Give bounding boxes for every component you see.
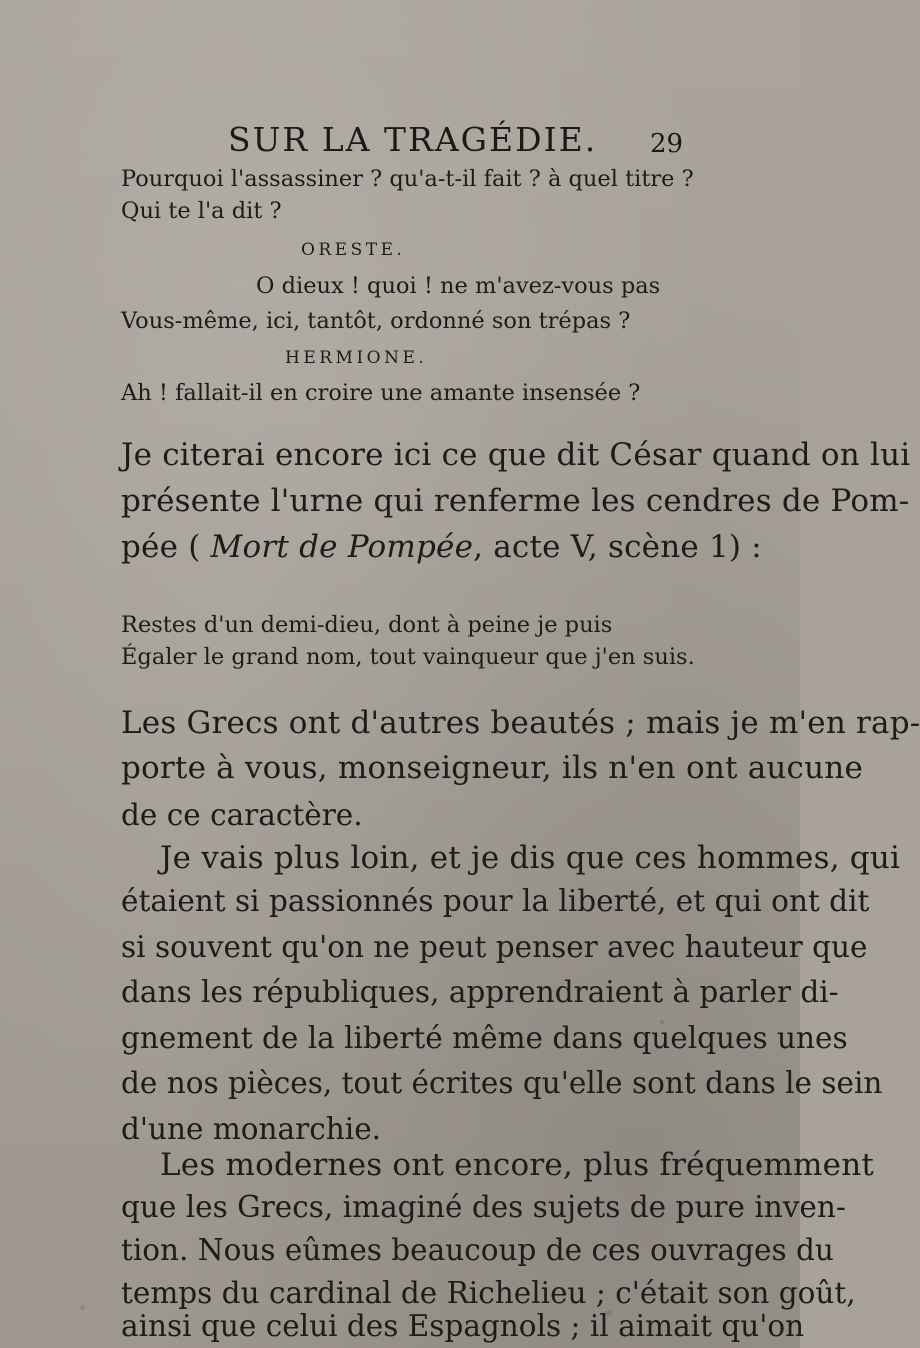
prose-line-with-citation	[121, 529, 762, 565]
verse-line: Qui te l'a dit ?	[121, 198, 282, 224]
verse-line: Pourquoi l'assassiner ? qu'a-t-il fait ? à quel titre ?	[121, 166, 694, 192]
quote-line: Égaler le grand nom, tout vainqueur que j'en suis.	[121, 644, 695, 670]
quote-line: Restes d'un demi-dieu, dont à peine je puis	[121, 612, 613, 638]
prose-line: ainsi que celui des Espagnols ; il aimait qu'on	[121, 1309, 805, 1343]
prose-line: d'une monarchie.	[121, 1112, 382, 1146]
verse-line: Ah ! fallait-il en croire une amante insensée ?	[121, 380, 641, 406]
prose-line: si souvent qu'on ne peut penser avec hauteur que	[121, 930, 868, 964]
prose-line: porte à vous, monseigneur, ils n'en ont aucune	[121, 750, 863, 786]
paper-spot	[660, 1020, 664, 1024]
prose-line: de ce caractère.	[121, 798, 363, 832]
prose-line: gnement de la liberté même dans quelques unes	[121, 1021, 848, 1055]
verse-line: O dieux ! quoi ! ne m'avez-vous pas	[256, 273, 661, 299]
prose-line: que les Grecs, imaginé des sujets de pure inven-	[121, 1190, 846, 1224]
prose-line: Les Grecs ont d'autres beautés ; mais je m'en rap-	[121, 705, 920, 741]
speaker-name-oreste: ORESTE.	[301, 240, 406, 260]
page-number: 29	[650, 129, 684, 159]
prose-line: Je vais plus loin, et je dis que ces hommes, qui	[160, 840, 901, 876]
prose-line: temps du cardinal de Richelieu ; c'était son goût,	[121, 1276, 856, 1310]
prose-line: présente l'urne qui renferme les cendres de Pom-	[121, 483, 910, 519]
prose-text: pée (	[121, 529, 211, 565]
prose-line: de nos pièces, tout écrites qu'elle sont dans le sein	[121, 1066, 883, 1100]
verse-line: Vous-même, ici, tantôt, ordonné son trépas ?	[121, 308, 631, 334]
prose-line: Les modernes ont encore, plus fréquemment	[160, 1147, 875, 1183]
prose-line: dans les républiques, apprendraient à parler di-	[121, 975, 839, 1009]
prose-line: tion. Nous eûmes beaucoup de ces ouvrages du	[121, 1233, 834, 1267]
play-title: Mort de Pompée	[210, 529, 474, 565]
prose-text: , acte V, scène 1) :	[473, 529, 762, 565]
prose-line: étaient si passionnés pour la liberté, et qui ont dit	[121, 884, 870, 918]
speaker-name-hermione: HERMIONE.	[285, 348, 428, 368]
running-title: SUR LA TRAGÉDIE.	[228, 120, 598, 159]
paper-spot	[80, 1305, 85, 1310]
prose-line: Je citerai encore ici ce que dit César quand on lui	[121, 437, 911, 473]
